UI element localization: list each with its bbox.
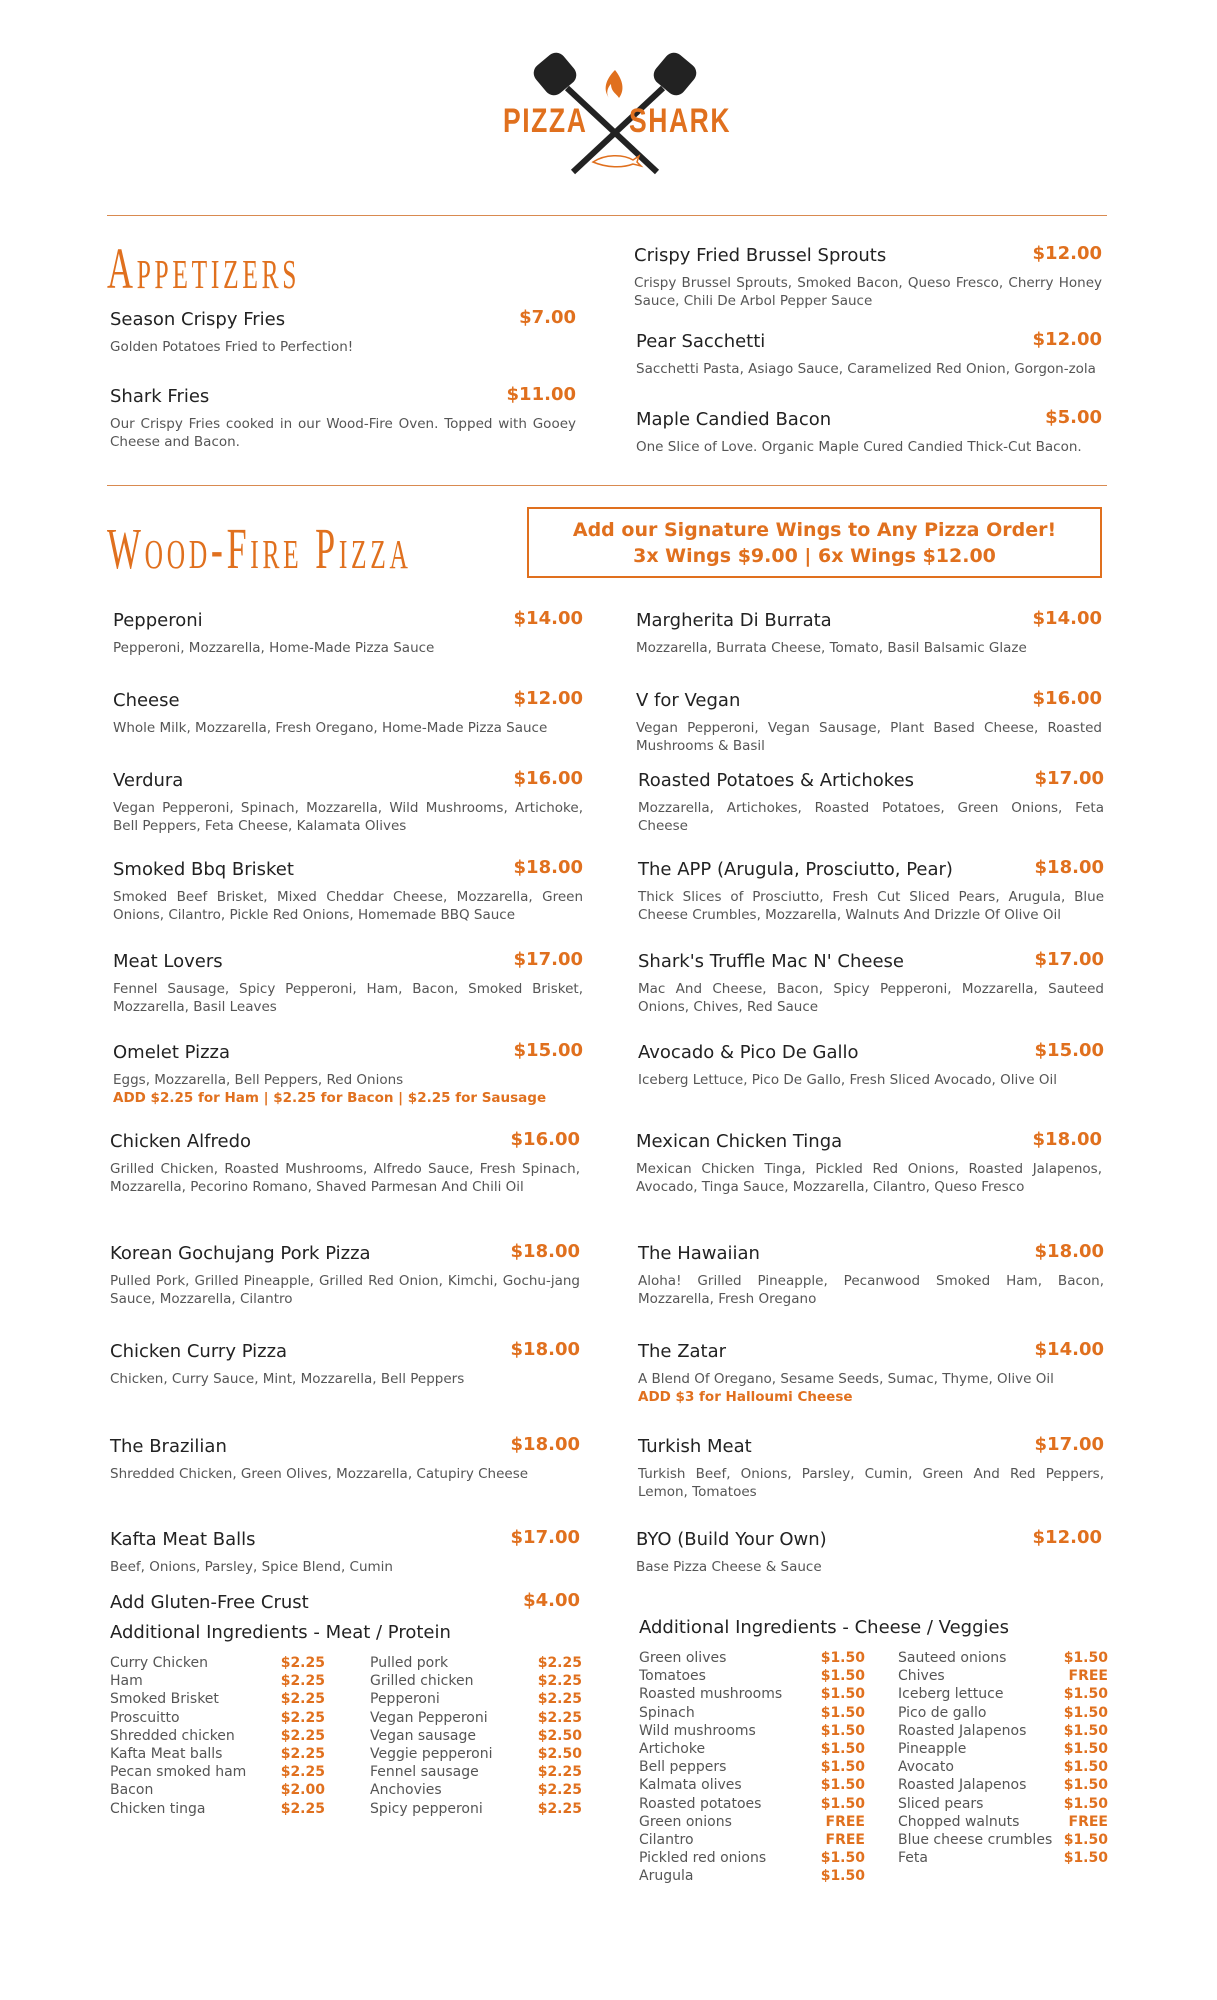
ingredient-name: Pulled pork	[370, 1655, 449, 1671]
menu-item	[110, 1436, 580, 1483]
item-price: $12.00	[513, 688, 583, 709]
menu-item	[110, 386, 576, 451]
item-desc: Our Crispy Fries cooked in our Wood-Fire Oven. Topped with Gooey Cheese and Bacon.	[110, 416, 576, 450]
ingredient-price: $1.50	[1063, 1686, 1108, 1703]
shark-icon	[593, 156, 641, 167]
item-price: $14.00	[1034, 1339, 1104, 1360]
item-price: $18.00	[513, 857, 583, 878]
item-desc: Beef, Onions, Parsley, Spice Blend, Cumin	[110, 1559, 393, 1575]
ingredient-row	[110, 1655, 325, 1673]
ingredient-price: $2.25	[280, 1673, 325, 1690]
ingredient-name: Pineapple	[898, 1740, 967, 1757]
ingredient-name: Cilantro	[639, 1831, 694, 1848]
ingredient-name: Sauteed onions	[898, 1650, 1007, 1666]
veg-ingredients-title: Additional Ingredients - Cheese / Veggies	[639, 1617, 1009, 1638]
item-price: $14.00	[513, 608, 583, 629]
item-name: BYO (Build Your Own)	[636, 1529, 827, 1550]
item-name: Season Crispy Fries	[110, 309, 286, 330]
wings-promo-box	[527, 507, 1102, 578]
ingredient-name: Sliced pears	[898, 1795, 984, 1812]
ingredient-row	[110, 1764, 325, 1782]
ingredient-name: Green olives	[639, 1650, 727, 1666]
ingredient-row	[110, 1673, 325, 1691]
menu-item	[638, 1243, 1104, 1308]
ingredient-row	[110, 1746, 325, 1764]
menu-item	[113, 951, 583, 1016]
menu-item	[636, 610, 1102, 657]
ingredient-row	[898, 1777, 1108, 1795]
menu-item	[636, 1131, 1102, 1196]
ingredient-row	[898, 1668, 1108, 1686]
ingredient-name: Curry Chicken	[110, 1655, 208, 1671]
ingredient-price: $1.50	[820, 1704, 865, 1721]
item-price: $14.00	[1032, 608, 1102, 629]
item-desc: Smoked Beef Brisket, Mixed Cheddar Cheese, Mozzarella, Green Onions, Cilantro, Pickle Red Onions, Homemade BBQ Sauce	[113, 889, 583, 923]
item-desc: Thick Slices of Prosciutto, Fresh Cut Sliced Pears, Arugula, Blue Cheese Crumbles, Mozzarella, Walnuts And Drizzle Of Olive Oil	[638, 889, 1104, 923]
item-desc: Pulled Pork, Grilled Pineapple, Grilled Red Onion, Kimchi, Gochu-jang Sauce, Mozzarella, Cilantro	[110, 1273, 580, 1307]
item-desc: Eggs, Mozzarella, Bell Peppers, Red Onions	[113, 1072, 404, 1088]
pizza-title: Wood-Fire Pizza	[107, 516, 412, 581]
ingredient-price: $1.50	[1063, 1831, 1108, 1848]
ingredient-row	[898, 1850, 1108, 1868]
ingredient-name: Anchovies	[370, 1782, 442, 1799]
item-desc: Turkish Beef, Onions, Parsley, Cumin, Green And Red Peppers, Lemon, Tomatoes	[638, 1466, 1104, 1500]
ingredient-price: $1.50	[1063, 1650, 1108, 1666]
item-desc: Whole Milk, Mozzarella, Fresh Oregano, Home-Made Pizza Sauce	[113, 720, 548, 736]
ingredient-price: FREE	[825, 1813, 865, 1830]
ingredient-name: Wild mushrooms	[639, 1722, 756, 1739]
ingredient-row	[639, 1777, 865, 1795]
ingredient-price: $1.50	[820, 1777, 865, 1794]
ingredient-name: Bacon	[110, 1782, 154, 1799]
veg-ingredients-column	[898, 1650, 1108, 1868]
ingredient-row	[370, 1710, 582, 1728]
ingredient-price: $1.50	[820, 1795, 865, 1812]
ingredient-name: Pecan smoked ham	[110, 1764, 247, 1781]
item-price: $11.00	[506, 384, 576, 405]
ingredient-row	[898, 1741, 1108, 1759]
item-price: $16.00	[1032, 688, 1102, 709]
ingredient-price: $2.25	[537, 1782, 582, 1799]
brand-left-word: PIZZA	[503, 102, 588, 140]
ingredient-row	[898, 1650, 1108, 1668]
ingredient-price: $2.50	[537, 1745, 582, 1762]
item-price: $17.00	[1034, 1434, 1104, 1455]
item-price: $7.00	[519, 307, 576, 328]
ingredient-row	[110, 1691, 325, 1709]
item-name: Pepperoni	[113, 610, 203, 631]
ingredient-price: FREE	[825, 1831, 865, 1848]
ingredient-price: $1.50	[820, 1740, 865, 1757]
ingredient-price: $2.25	[537, 1764, 582, 1781]
ingredient-row	[639, 1832, 865, 1850]
ingredient-name: Pepperoni	[370, 1691, 440, 1708]
ingredient-price: $2.25	[280, 1764, 325, 1781]
ingredient-price: $1.50	[1063, 1704, 1108, 1721]
item-name: Turkish Meat	[638, 1436, 752, 1457]
ingredient-name: Pico de gallo	[898, 1704, 987, 1721]
ingredient-row	[639, 1796, 865, 1814]
item-price: $12.00	[1032, 243, 1102, 264]
item-desc: Mexican Chicken Tinga, Pickled Red Onions, Roasted Jalapenos, Avocado, Tinga Sauce, Mozzarella, Cilantro, Queso Fresco	[636, 1161, 1102, 1195]
promo-line-1: Add our Signature Wings to Any Pizza Order!	[572, 519, 1057, 541]
item-name: Omelet Pizza	[113, 1042, 231, 1063]
ingredient-name: Roasted mushrooms	[639, 1686, 783, 1703]
item-price: $4.00	[523, 1590, 580, 1611]
item-name: Verdura	[113, 770, 184, 791]
ingredient-price: $1.50	[1063, 1777, 1108, 1794]
item-desc: Vegan Pepperoni, Vegan Sausage, Plant Based Cheese, Roasted Mushrooms & Basil	[636, 720, 1102, 754]
ingredient-name: Shredded chicken	[110, 1727, 235, 1744]
item-price: $18.00	[510, 1434, 580, 1455]
item-price: $16.00	[513, 768, 583, 789]
item-desc: Mozzarella, Artichokes, Roasted Potatoes, Green Onions, Feta Cheese	[638, 800, 1104, 834]
ingredient-name: Pickled red onions	[639, 1850, 767, 1867]
ingredient-row	[370, 1673, 582, 1691]
ingredient-row	[898, 1686, 1108, 1704]
ingredient-name: Bell peppers	[639, 1759, 727, 1776]
ingredient-name: Arugula	[639, 1868, 694, 1885]
menu-item	[113, 1042, 583, 1107]
meat-ingredients-column	[110, 1655, 325, 1819]
item-name: Pear Sacchetti	[636, 331, 766, 352]
ingredient-price: $2.25	[537, 1655, 582, 1671]
ingredient-name: Roasted Jalapenos	[898, 1777, 1027, 1794]
ingredient-name: Chives	[898, 1668, 945, 1685]
ingredient-row	[639, 1668, 865, 1686]
ingredient-price: $1.50	[1063, 1722, 1108, 1739]
item-price: $12.00	[1032, 1527, 1102, 1548]
ingredient-name: Blue cheese crumbles	[898, 1831, 1053, 1848]
ingredient-row	[370, 1728, 582, 1746]
ingredient-price: $2.25	[537, 1709, 582, 1726]
menu-item	[636, 690, 1102, 755]
ingredient-row	[898, 1814, 1108, 1832]
brand-logo	[503, 50, 732, 190]
ingredient-price: $1.50	[1063, 1740, 1108, 1757]
ingredient-row	[110, 1728, 325, 1746]
item-name: Meat Lovers	[113, 951, 223, 972]
ingredient-row	[639, 1705, 865, 1723]
ingredient-name: Fennel sausage	[370, 1764, 479, 1781]
ingredient-row	[898, 1796, 1108, 1814]
ingredient-row	[639, 1741, 865, 1759]
item-desc: Crispy Brussel Sprouts, Smoked Bacon, Queso Fresco, Cherry Honey Sauce, Chili De Arbol Pepper Sauce	[634, 275, 1102, 309]
item-name: V for Vegan	[636, 690, 741, 711]
ingredient-name: Avocato	[898, 1759, 954, 1776]
item-price: $17.00	[1034, 768, 1104, 789]
item-desc: One Slice of Love. Organic Maple Cured Candied Thick-Cut Bacon.	[636, 439, 1082, 455]
item-name: Cheese	[113, 690, 180, 711]
promo-line-2: 3x Wings $9.00 | 6x Wings $12.00	[633, 545, 996, 567]
ingredient-row	[639, 1650, 865, 1668]
item-name: Avocado & Pico De Gallo	[638, 1042, 859, 1063]
ingredient-price: FREE	[1068, 1668, 1108, 1685]
item-desc: Pepperoni, Mozzarella, Home-Made Pizza Sauce	[113, 640, 435, 656]
item-name: Smoked Bbq Brisket	[113, 859, 294, 880]
ingredient-row	[110, 1801, 325, 1819]
item-desc: Grilled Chicken, Roasted Mushrooms, Alfredo Sauce, Fresh Spinach, Mozzarella, Pecorino Romano, Shaved Parmesan And Chili Oil	[110, 1161, 580, 1195]
menu-item	[638, 1341, 1104, 1406]
item-price: $18.00	[1034, 857, 1104, 878]
ingredient-name: Ham	[110, 1673, 143, 1690]
ingredient-row	[639, 1814, 865, 1832]
ingredient-price: $1.50	[820, 1868, 865, 1885]
item-name: Roasted Potatoes & Artichokes	[638, 770, 915, 791]
item-desc: Vegan Pepperoni, Spinach, Mozzarella, Wild Mushrooms, Artichoke, Bell Peppers, Feta Cheese, Kalamata Olives	[113, 800, 583, 834]
item-addon: ADD $3 for Halloumi Cheese	[638, 1389, 853, 1405]
item-name: Maple Candied Bacon	[636, 409, 832, 430]
item-name: The Brazilian	[110, 1436, 227, 1457]
ingredient-price: $2.50	[537, 1727, 582, 1744]
item-name: The Zatar	[638, 1341, 727, 1362]
ingredient-row	[898, 1723, 1108, 1741]
item-desc: Mozzarella, Burrata Cheese, Tomato, Basil Balsamic Glaze	[636, 640, 1027, 656]
ingredient-price: $2.25	[280, 1800, 325, 1817]
ingredient-price: $2.00	[280, 1782, 325, 1799]
ingredient-price: $1.50	[820, 1650, 865, 1666]
item-addon: ADD $2.25 for Ham | $2.25 for Bacon | $2.25 for Sausage	[113, 1090, 547, 1106]
item-name: The APP (Arugula, Prosciutto, Pear)	[638, 859, 953, 880]
veg-ingredients-column	[639, 1650, 865, 1886]
item-desc: Mac And Cheese, Bacon, Spicy Pepperoni, Mozzarella, Sauteed Onions, Chives, Red Sauce	[638, 981, 1104, 1015]
ingredient-name: Iceberg lettuce	[898, 1686, 1004, 1703]
item-name: Shark Fries	[110, 386, 210, 407]
ingredient-price: $2.25	[537, 1673, 582, 1690]
ingredient-name: Kafta Meat balls	[110, 1745, 223, 1762]
item-desc: Golden Potatoes Fried to Perfection!	[110, 339, 354, 355]
ingredient-price: $2.25	[280, 1727, 325, 1744]
menu-item	[636, 1529, 1102, 1576]
divider	[107, 485, 1107, 486]
item-name: The Hawaiian	[638, 1243, 760, 1264]
ingredient-name: Grilled chicken	[370, 1673, 474, 1690]
item-desc: Base Pizza Cheese & Sauce	[636, 1559, 822, 1575]
menu-item	[110, 1592, 580, 1613]
item-name: Add Gluten-Free Crust	[110, 1592, 309, 1613]
menu-item	[113, 770, 583, 835]
ingredient-name: Chopped walnuts	[898, 1813, 1020, 1830]
ingredient-price: $2.25	[280, 1691, 325, 1708]
item-name: Kafta Meat Balls	[110, 1529, 256, 1550]
ingredient-name: Spicy pepperoni	[370, 1800, 483, 1817]
item-price: $15.00	[1034, 1040, 1104, 1061]
menu-item	[636, 331, 1102, 378]
item-price: $5.00	[1045, 407, 1102, 428]
menu-item	[113, 859, 583, 924]
ingredient-row	[639, 1868, 865, 1886]
ingredient-name: Roasted Jalapenos	[898, 1722, 1027, 1739]
ingredient-row	[639, 1686, 865, 1704]
menu-item	[638, 770, 1104, 835]
ingredient-row	[370, 1764, 582, 1782]
ingredient-price: FREE	[1068, 1813, 1108, 1830]
item-name: Chicken Curry Pizza	[110, 1341, 288, 1362]
ingredient-price: $2.25	[280, 1709, 325, 1726]
ingredient-row	[639, 1759, 865, 1777]
ingredient-name: Chicken tinga	[110, 1800, 206, 1817]
item-price: $17.00	[513, 949, 583, 970]
ingredient-name: Spinach	[639, 1704, 695, 1721]
item-price: $18.00	[510, 1241, 580, 1262]
ingredient-name: Vegan sausage	[370, 1727, 477, 1744]
item-desc: Shredded Chicken, Green Olives, Mozzarella, Catupiry Cheese	[110, 1466, 529, 1482]
ingredient-name: Veggie pepperoni	[370, 1745, 493, 1762]
item-name: Shark's Truffle Mac N' Cheese	[638, 951, 904, 972]
ingredient-price: $1.50	[1063, 1795, 1108, 1812]
ingredient-row	[639, 1723, 865, 1741]
item-price: $18.00	[510, 1339, 580, 1360]
ingredient-name: Smoked Brisket	[110, 1691, 219, 1708]
ingredient-row	[370, 1782, 582, 1800]
item-desc: Chicken, Curry Sauce, Mint, Mozzarella, Bell Peppers	[110, 1371, 465, 1387]
ingredient-row	[110, 1782, 325, 1800]
menu-item	[110, 309, 576, 356]
menu-item	[113, 690, 583, 737]
ingredient-row	[639, 1850, 865, 1868]
item-price: $18.00	[1032, 1129, 1102, 1150]
item-price: $12.00	[1032, 329, 1102, 350]
item-price: $17.00	[1034, 949, 1104, 970]
ingredient-name: Tomatoes	[639, 1668, 706, 1685]
meat-ingredients-title: Additional Ingredients - Meat / Protein	[110, 1622, 451, 1643]
item-name: Korean Gochujang Pork Pizza	[110, 1243, 371, 1264]
menu-item	[110, 1131, 580, 1196]
ingredient-name: Green onions	[639, 1813, 732, 1830]
item-price: $18.00	[1034, 1241, 1104, 1262]
menu-item	[110, 1529, 580, 1576]
ingredient-name: Feta	[898, 1850, 928, 1867]
ingredient-row	[898, 1705, 1108, 1723]
ingredient-price: $1.50	[820, 1722, 865, 1739]
menu-item	[110, 1243, 580, 1308]
item-name: Margherita Di Burrata	[636, 610, 832, 631]
ingredient-price: $2.25	[280, 1745, 325, 1762]
ingredient-price: $1.50	[820, 1759, 865, 1776]
ingredient-price: $1.50	[820, 1668, 865, 1685]
menu-item	[638, 859, 1104, 924]
menu-item	[638, 1042, 1104, 1089]
appetizers-title: Appetizers	[107, 236, 301, 301]
item-name: Crispy Fried Brussel Sprouts	[634, 245, 887, 266]
ingredient-row	[898, 1832, 1108, 1850]
ingredient-price: $1.50	[1063, 1759, 1108, 1776]
ingredient-price: $1.50	[820, 1686, 865, 1703]
item-desc: Aloha! Grilled Pineapple, Pecanwood Smoked Ham, Bacon, Mozzarella, Fresh Oregano	[638, 1273, 1104, 1307]
ingredient-price: $1.50	[1063, 1850, 1108, 1867]
menu-item	[113, 610, 583, 657]
menu-item	[638, 1436, 1104, 1501]
item-price: $16.00	[510, 1129, 580, 1150]
menu-item	[634, 245, 1102, 310]
menu-item	[638, 951, 1104, 1016]
ingredient-row	[370, 1691, 582, 1709]
ingredient-row	[110, 1710, 325, 1728]
brand-right-word: SHARK	[629, 102, 732, 140]
ingredient-name: Vegan Pepperoni	[370, 1709, 488, 1726]
ingredient-name: Artichoke	[639, 1740, 706, 1757]
ingredient-row	[370, 1655, 582, 1673]
divider	[107, 215, 1107, 216]
ingredient-row	[370, 1801, 582, 1819]
ingredient-name: Proscuitto	[110, 1709, 180, 1726]
menu-item	[110, 1341, 580, 1388]
ingredient-name: Kalmata olives	[639, 1777, 742, 1794]
menu-item	[636, 409, 1102, 456]
ingredient-price: $2.25	[537, 1691, 582, 1708]
item-name: Mexican Chicken Tinga	[636, 1131, 843, 1152]
item-desc: A Blend Of Oregano, Sesame Seeds, Sumac, Thyme, Olive Oil	[638, 1371, 1054, 1387]
item-price: $17.00	[510, 1527, 580, 1548]
ingredient-row	[370, 1746, 582, 1764]
item-name: Chicken Alfredo	[110, 1131, 252, 1152]
item-desc: Fennel Sausage, Spicy Pepperoni, Ham, Bacon, Smoked Brisket, Mozzarella, Basil Leaves	[113, 981, 583, 1015]
item-price: $15.00	[513, 1040, 583, 1061]
item-desc: Iceberg Lettuce, Pico De Gallo, Fresh Sliced Avocado, Olive Oil	[638, 1072, 1057, 1088]
item-desc: Sacchetti Pasta, Asiago Sauce, Caramelized Red Onion, Gorgon-zola	[636, 361, 1096, 377]
ingredient-price: $2.25	[280, 1655, 325, 1671]
flame-icon	[606, 70, 623, 98]
ingredient-price: $1.50	[820, 1850, 865, 1867]
ingredient-name: Roasted potatoes	[639, 1795, 762, 1812]
meat-ingredients-column	[370, 1655, 582, 1819]
ingredient-price: $2.25	[537, 1800, 582, 1817]
ingredient-row	[898, 1759, 1108, 1777]
